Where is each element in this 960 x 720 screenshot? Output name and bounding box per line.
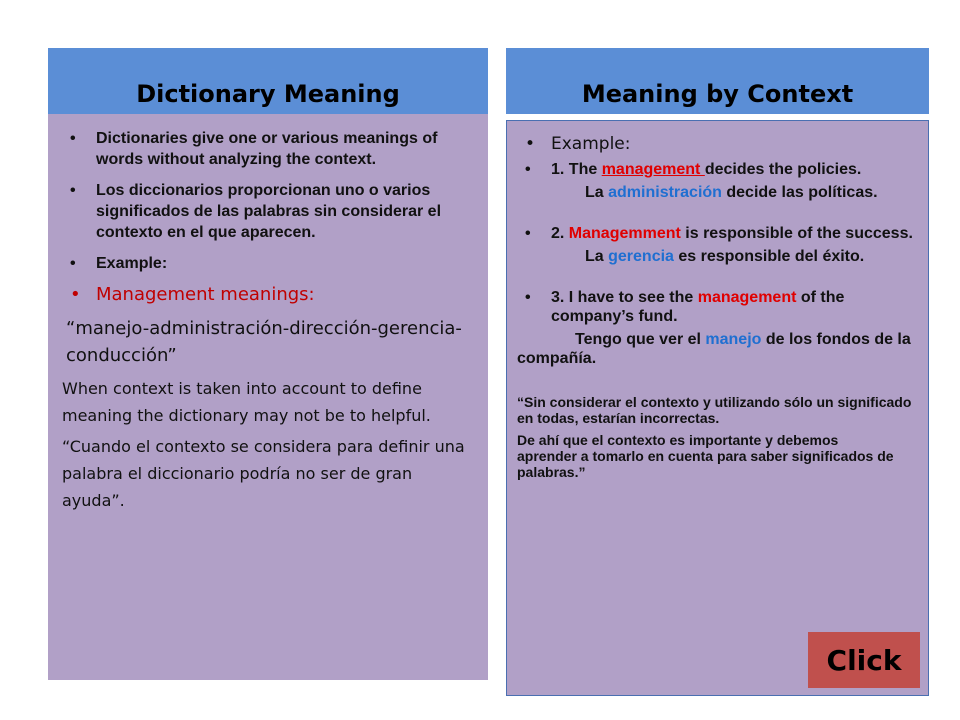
conclusion-note: De ahí que el contexto es importante y debemos aprender a tomarlo en cuenta para saber significados de palabras.” <box>517 432 894 480</box>
translation-text: es responsible del éxito. <box>673 248 865 265</box>
example-text: decides the policies. <box>704 161 862 178</box>
list-item: • Example: <box>62 253 474 274</box>
translation-line <box>517 247 918 266</box>
list-item <box>517 135 918 154</box>
click-button[interactable] <box>808 632 920 688</box>
highlight-word: Managemment <box>568 225 681 242</box>
list-item: • Dictionaries give one or various meanings of words without analyzing the context. <box>62 128 474 170</box>
highlight-word: manejo <box>705 331 762 348</box>
translation-text: Tengo que ver el <box>575 331 706 348</box>
header-meaning-by-context <box>506 48 929 114</box>
example-text: 3. I have to see the <box>551 289 698 306</box>
example-label: Example: <box>551 134 631 154</box>
header-left-title: Dictionary Meaning <box>136 80 400 108</box>
example-text: of the company’s fund. <box>551 289 845 325</box>
translation-line <box>517 183 918 202</box>
translation-text: La <box>585 248 609 265</box>
list-item <box>517 288 918 326</box>
list-item <box>517 160 918 179</box>
example-text: 2. <box>551 225 569 242</box>
list-item <box>517 224 918 243</box>
click-button-label: Click <box>826 643 902 677</box>
highlight-word: administración <box>608 184 722 201</box>
highlight-word: management <box>697 289 797 306</box>
context-paragraph-en: When context is taken into account to define meaning the dictionary may not be to helpful. <box>62 379 431 425</box>
conclusion-note: “Sin considerar el contexto y utilizando sólo un significado en todas, estarían incorrectas. <box>517 394 912 426</box>
translation-text: de los fondos de la compañía. <box>517 331 911 367</box>
example-text: is responsible of the success. <box>680 225 913 242</box>
list-item: • Los diccionarios proporcionan uno o varios significados de las palabras sin considerar el contexto en el que aparecen. <box>62 180 474 243</box>
translation-text: decide las políticas. <box>721 184 878 201</box>
context-panel <box>506 120 929 696</box>
translation-text: La <box>585 184 609 201</box>
header-dictionary-meaning <box>48 48 488 114</box>
list-item: • Management meanings: <box>62 284 474 305</box>
header-right-title: Meaning by Context <box>581 80 854 108</box>
dictionary-panel <box>48 114 488 680</box>
translation-line <box>517 330 918 368</box>
context-paragraph-es: “Cuando el contexto se considera para definir una palabra el diccionario podría no ser de gran ayuda”. <box>62 437 465 510</box>
highlight-word: gerencia <box>608 248 674 265</box>
highlight-word: management <box>601 161 705 178</box>
meanings-quote: “manejo-administración-dirección-gerencia-conducción” <box>66 318 462 366</box>
example-text: 1. The <box>551 161 602 178</box>
